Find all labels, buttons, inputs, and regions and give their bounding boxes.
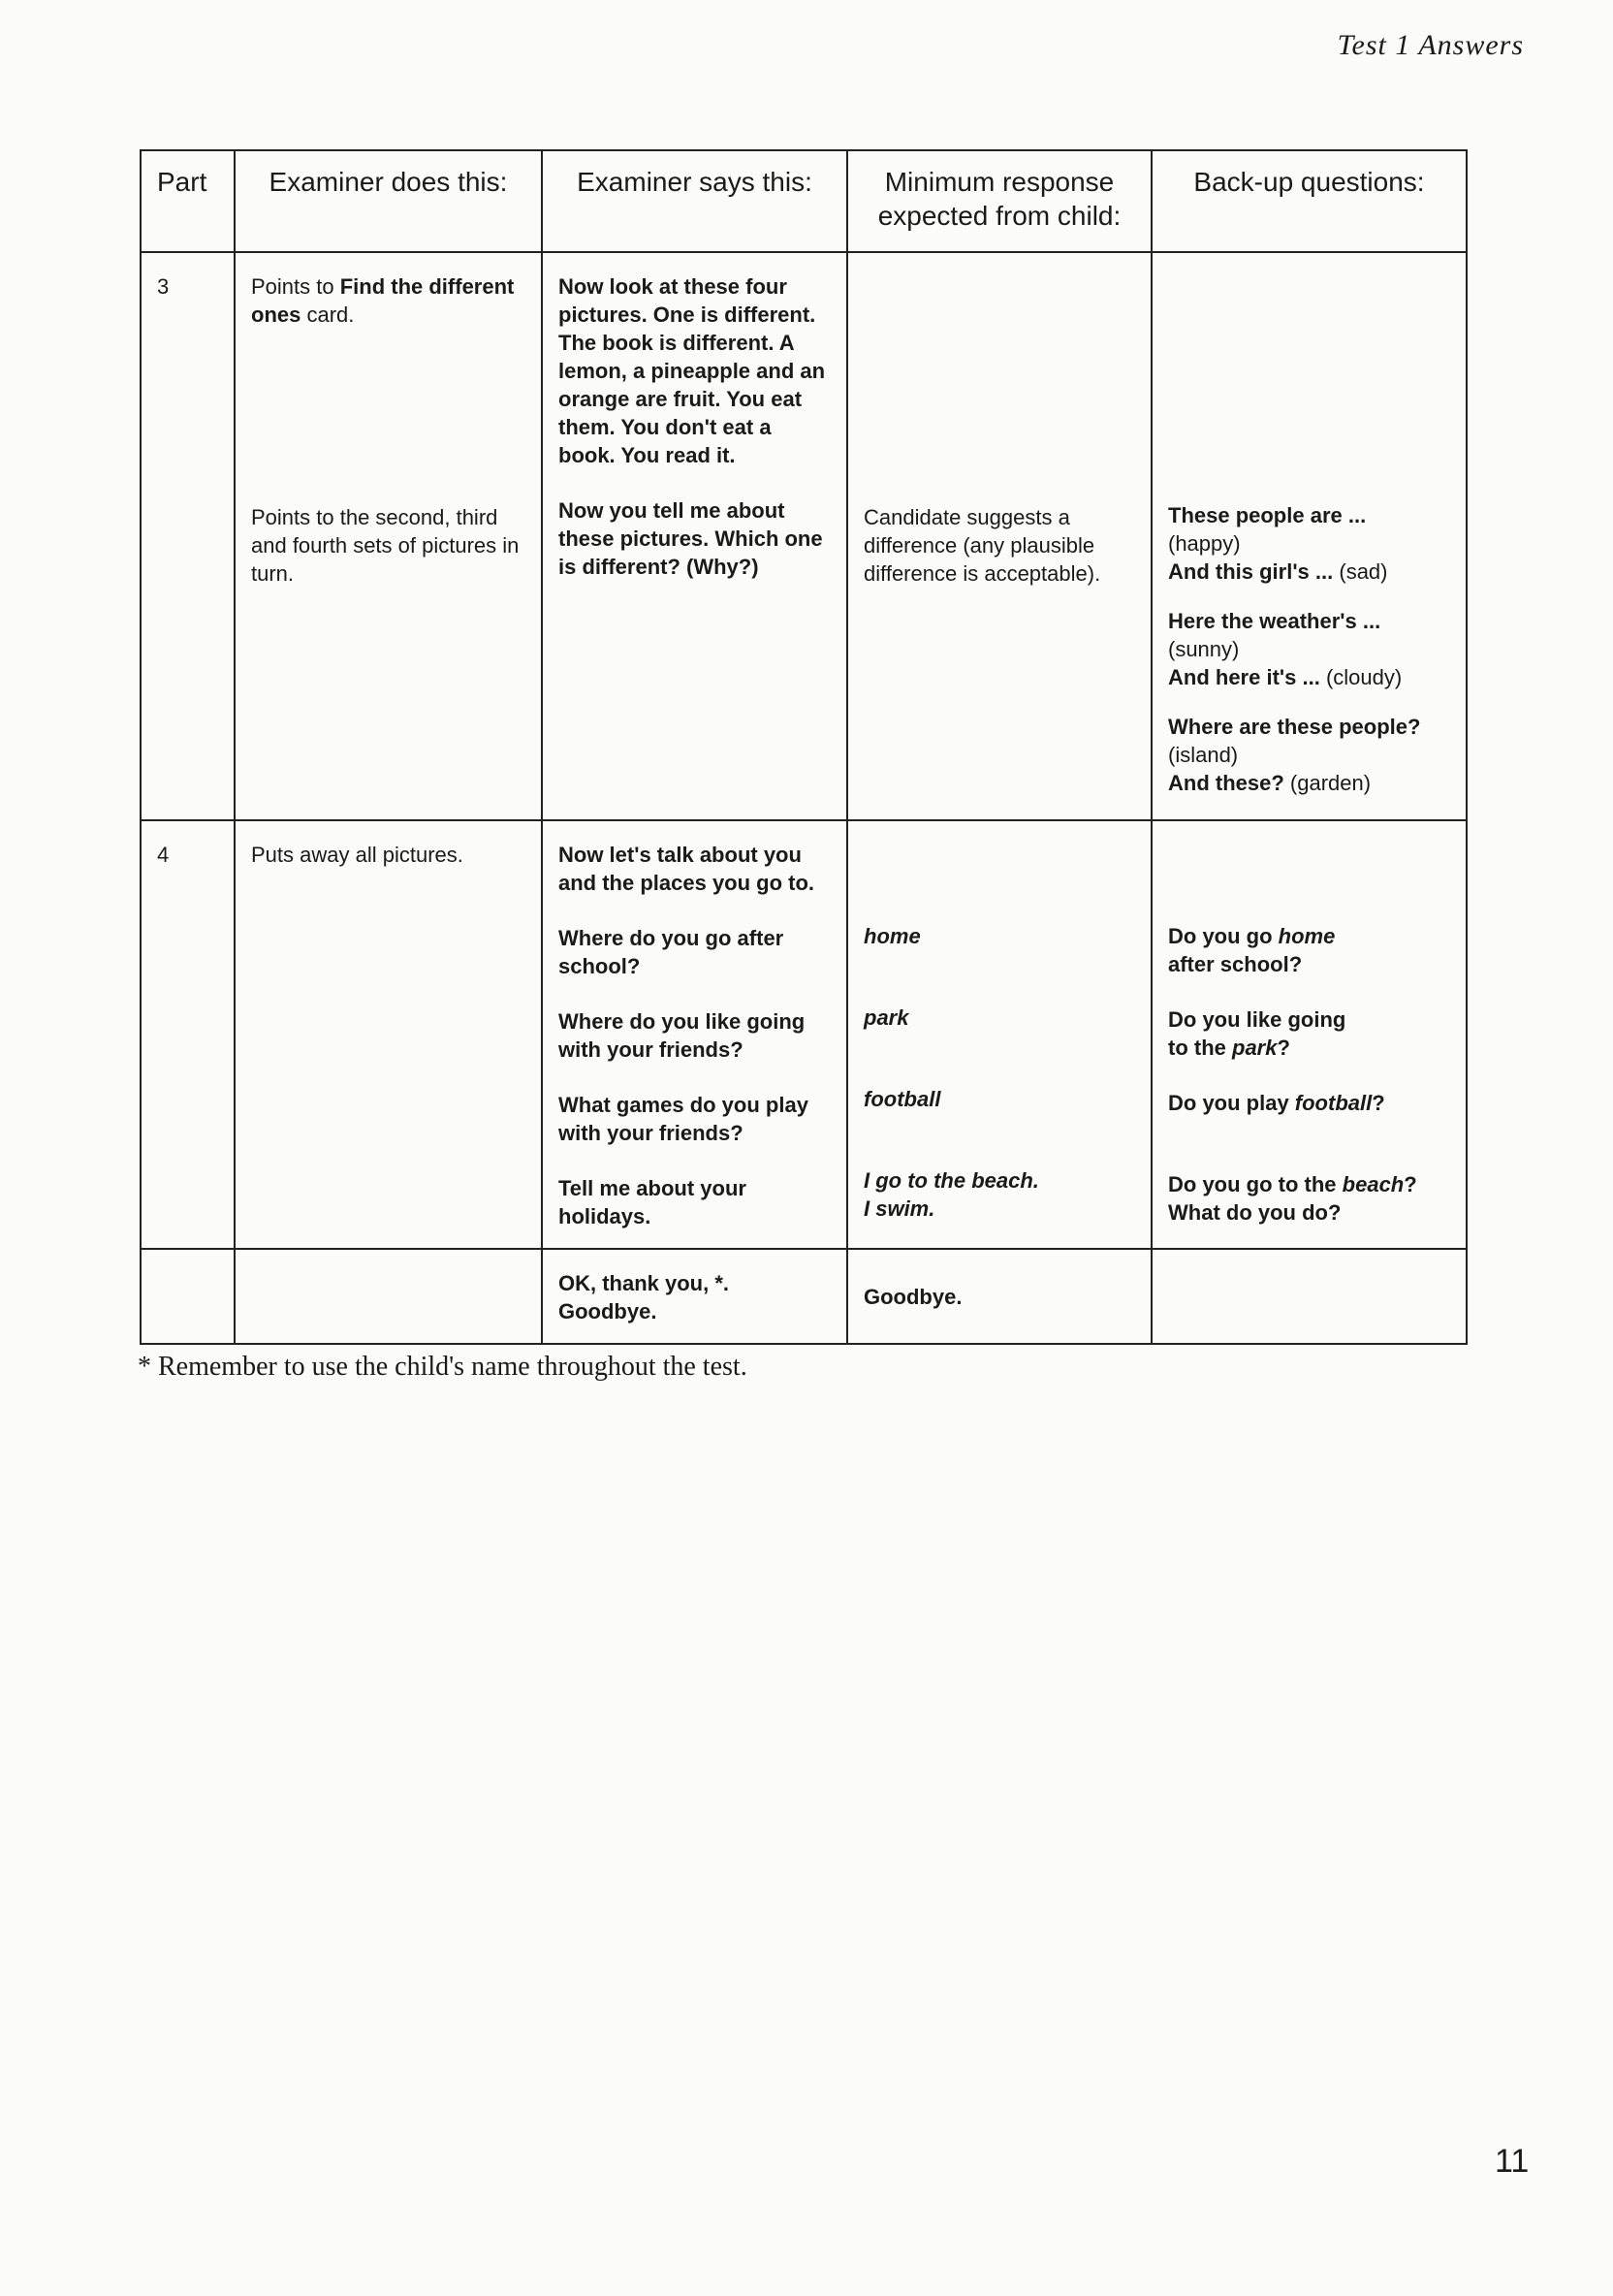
- col-header-part: Part: [141, 150, 235, 252]
- header-row: [141, 150, 1467, 252]
- empty-cell: [141, 1249, 235, 1344]
- backup-cell: [1152, 820, 1467, 1249]
- response-2: park: [864, 1005, 909, 1030]
- empty-cell: [235, 1249, 542, 1344]
- table-row-closing: [141, 1249, 1467, 1344]
- backup-cell: [1152, 252, 1467, 820]
- response-line: Candidate suggests a difference (any plausible difference is acceptable).: [864, 505, 1101, 586]
- col-header-min-response: Minimum response expected from child:: [847, 150, 1152, 252]
- does-instruction-2: Points to the second, third and fourth sets of pictures in turn.: [251, 505, 520, 586]
- backup-question-1: Do you go home after school?: [1168, 924, 1336, 976]
- response-4: I go to the beach. I swim.: [864, 1168, 1039, 1221]
- backup-question-3: Do you play football?: [1168, 1091, 1385, 1115]
- says-question-4: Tell me about your holidays.: [558, 1176, 746, 1228]
- table-row-part-4: [141, 820, 1467, 1249]
- backup-group-1: These people are ... (happy) And this girl's ... (sad): [1168, 503, 1388, 584]
- page-number: 11: [1495, 2143, 1530, 2180]
- closing-says: OK, thank you, *. Goodbye.: [542, 1249, 847, 1344]
- backup-group-2: Here the weather's ... (sunny) And here it's ... (cloudy): [1168, 609, 1403, 689]
- backup-question-4: Do you go to the beach? What do you do?: [1168, 1172, 1417, 1225]
- examiner-says-cell: [542, 820, 847, 1249]
- says-question-2: Where do you like going with your friends?: [558, 1009, 806, 1062]
- footnote: * Remember to use the child's name throughout the test.: [138, 1352, 747, 1382]
- table-row-part-3: [141, 252, 1467, 820]
- col-header-examiner-says: Examiner says this:: [542, 150, 847, 252]
- empty-cell: [1152, 1249, 1467, 1344]
- says-line-1: Now look at these four pictures. One is different. The book is different. A lemon, a pineapple and an orange are fruit. You eat them. You don't eat a book. You read it.: [558, 274, 826, 467]
- col-header-backup: Back-up questions:: [1152, 150, 1467, 252]
- backup-question-2: Do you like going to the park?: [1168, 1007, 1346, 1060]
- part-number: 4: [141, 820, 235, 1249]
- examiner-does-cell: [235, 252, 542, 820]
- part-number: 3: [141, 252, 235, 820]
- min-response-cell: [847, 252, 1152, 820]
- response-3: football: [864, 1087, 941, 1111]
- examiner-does-cell: Puts away all pictures.: [235, 820, 542, 1249]
- min-response-cell: [847, 820, 1152, 1249]
- response-1: home: [864, 924, 921, 948]
- backup-spacer: [1168, 841, 1450, 895]
- running-header: Test 1 Answers: [1337, 29, 1524, 61]
- says-question-3: What games do you play with your friends?: [558, 1093, 808, 1145]
- closing-response: Goodbye.: [847, 1249, 1152, 1344]
- backup-group-3: Where are these people? (island) And these? (garden): [1168, 715, 1421, 795]
- says-intro: Now let's talk about you and the places you go to.: [558, 843, 815, 895]
- col-header-examiner-does: Examiner does this:: [235, 150, 542, 252]
- says-question-1: Where do you go after school?: [558, 926, 784, 978]
- answers-table: [140, 149, 1468, 1345]
- says-line-2: Now you tell me about these pictures. Which one is different? (Why?): [558, 498, 823, 579]
- does-instruction-1: Points to Find the different ones card.: [251, 274, 515, 327]
- response-spacer: [864, 841, 1135, 895]
- examiner-says-cell: [542, 252, 847, 820]
